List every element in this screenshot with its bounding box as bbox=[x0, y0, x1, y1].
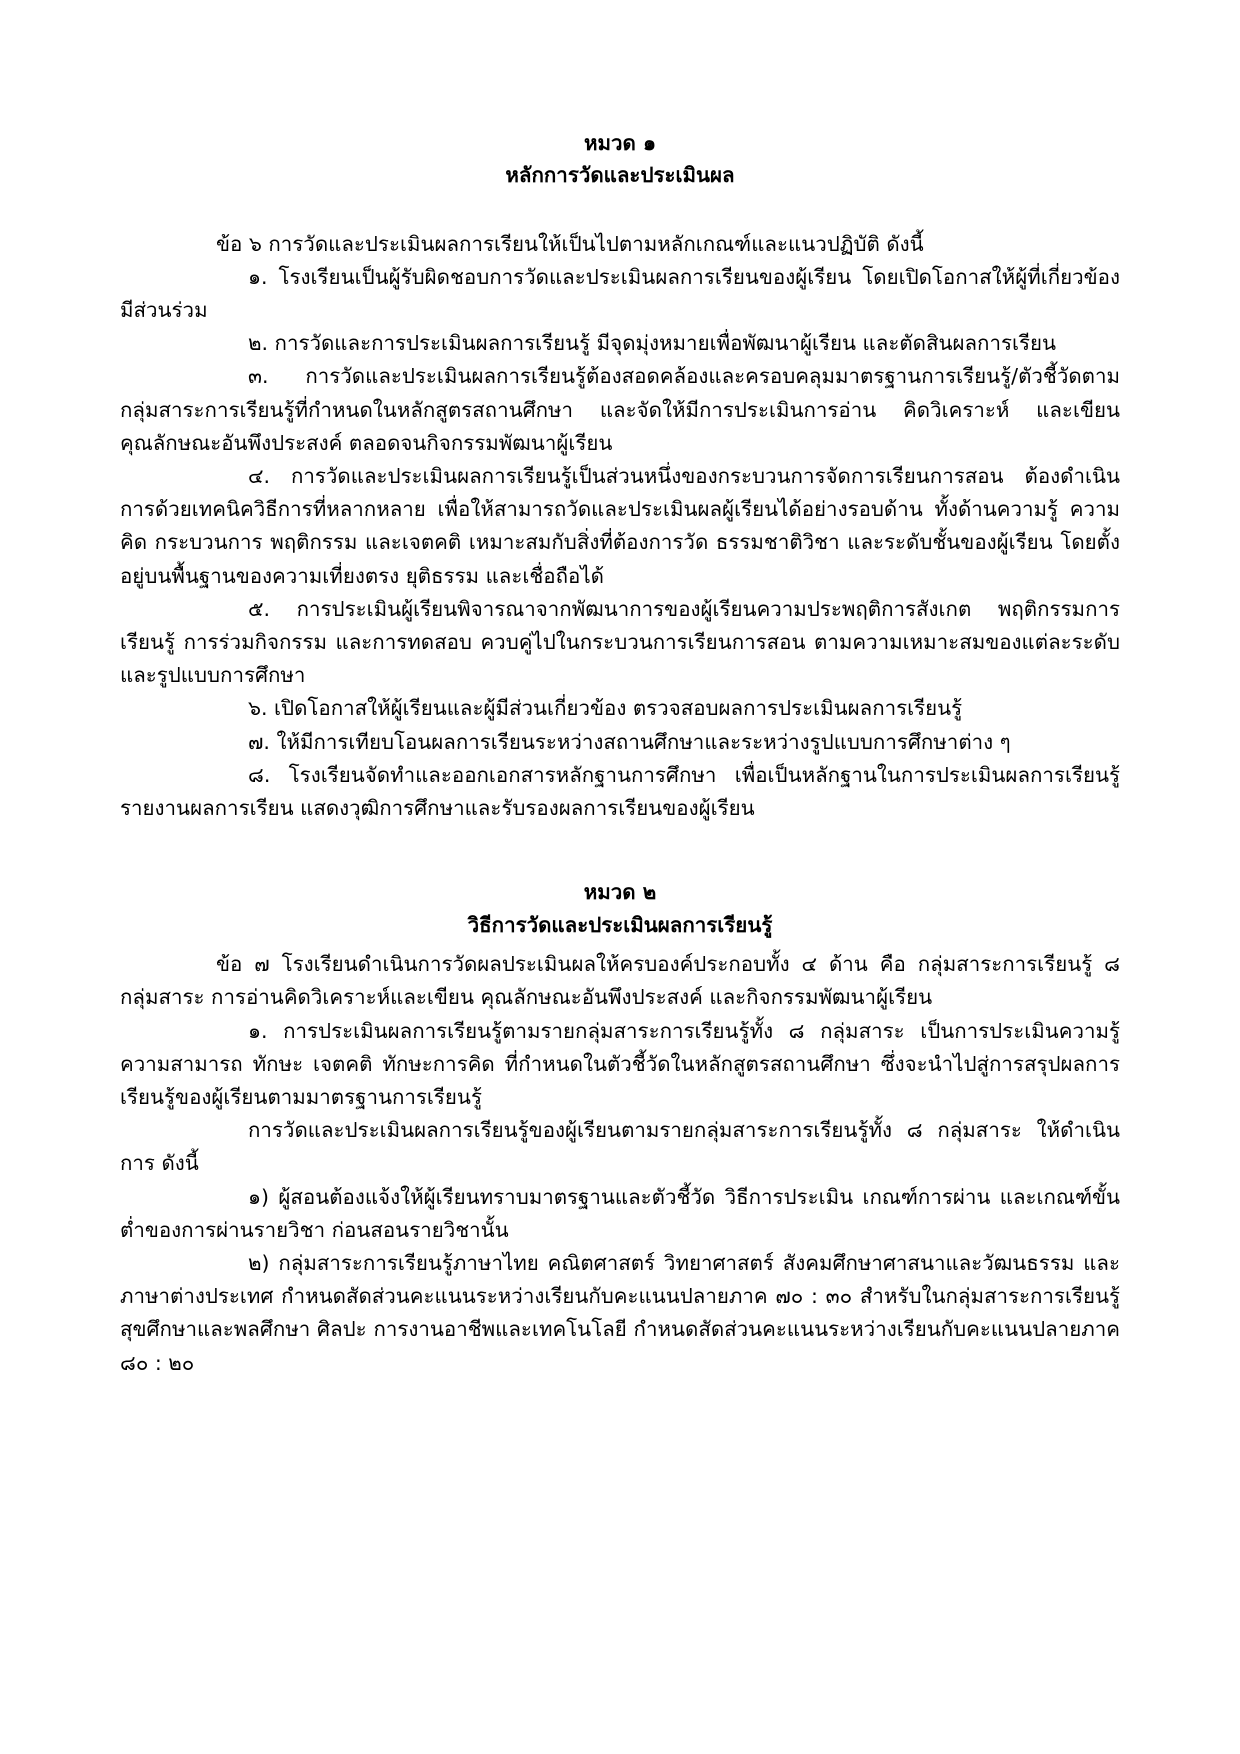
chapter2-title: วิธีการวัดและประเมินผลการเรียนรู้ bbox=[467, 912, 773, 937]
chapter1-heading bbox=[120, 128, 1120, 192]
chapter2-item-1-sub: การวัดและประเมินผลการเรียนรู้ของผู้เรียนตามรายกลุ่มสาระการเรียนรู้ทั้ง ๘ กลุ่มสาระ ให้ดำเนินการ ดังนี้ bbox=[120, 1118, 1120, 1176]
chapter2-subitem-2: ๒) กลุ่มสาระการเรียนรู้ภาษาไทย คณิตศาสตร์ วิทยาศาสตร์ สังคมศึกษาศาสนาและวัฒนธรรม และภาษาต่างประเทศ กำหนดสัดส่วนคะแนนระหว่างเรียนกับคะแนนปลายภาค ๗๐ : ๓๐ สำหรับในกลุ่มสาระการเรียนรู้ สุขศึกษาและพลศึกษา ศิลปะ การงานอาชีพและเทคโนโลยี กำหนดสัดส่วนคะแนนระหว่างเรียนกับคะแนนปลายภาค ๘๐ : ๒๐ bbox=[120, 1250, 1120, 1375]
chapter1-item-7: ๗. ให้มีการเทียบโอนผลการเรียนระหว่างสถานศึกษาและระหว่างรูปแบบการศึกษาต่าง ๆ bbox=[248, 729, 1011, 754]
chapter1-item-4: ๔. การวัดและประเมินผลการเรียนรู้เป็นส่วนหนึ่งของกระบวนการจัดการเรียนการสอน ต้องดำเนินการด้วยเทคนิควิธีการที่หลากหลาย เพื่อให้สามารถวัดและประเมินผลผู้เรียนได้อย่างรอบด้าน ทั้งด้านความรู้ ความคิด กระบวนการ พฤติกรรม และเจตคติ เหมาะสมกับสิ่งที่ต้องการวัด ธรรมชาติวิชา และระดับชั้นของผู้เรียน โดยตั้งอยู่บนพื้นฐานของความเที่ยงตรง ยุติธรรม และเชื่อถือได้ bbox=[120, 463, 1120, 588]
spacer bbox=[120, 825, 1120, 877]
chapter2-subitem-1: ๑) ผู้สอนต้องแจ้งให้ผู้เรียนทราบมาตรฐานและตัวชี้วัด วิธีการประเมิน เกณฑ์การผ่าน และเกณฑ์ขั้นต่ำของการผ่านรายวิชา ก่อนสอนรายวิชานั้น bbox=[120, 1184, 1120, 1242]
chapter2-heading bbox=[120, 877, 1120, 942]
chapter1-title: หลักการวัดและประเมินผล bbox=[505, 162, 735, 187]
document-body bbox=[120, 128, 1120, 1380]
chapter1-item-1: ๑. โรงเรียนเป็นผู้รับผิดชอบการวัดและประเมินผลการเรียนของผู้เรียน โดยเปิดโอกาสให้ผู้ที่เกี่ยวข้องมีส่วนร่วม bbox=[120, 264, 1120, 322]
chapter2-label: หมวด ๒ bbox=[583, 880, 657, 905]
chapter1-item-3: ๓. การวัดและประเมินผลการเรียนรู้ต้องสอดคล้องและครอบคลุมมาตรฐานการเรียนรู้/ตัวชี้วัดตามกลุ่มสาระการเรียนรู้ที่กำหนดในหลักสูตรสถานศึกษา และจัดให้มีการประเมินการอ่าน คิดวิเคราะห์ และเขียน คุณลักษณะอันพึงประสงค์ ตลอดจนกิจกรรมพัฒนาผู้เรียน bbox=[120, 364, 1120, 455]
chapter1-label: หมวด ๑ bbox=[583, 131, 656, 155]
chapter2-item-1: ๑. การประเมินผลการเรียนรู้ตามรายกลุ่มสาระการเรียนรู้ทั้ง ๘ กลุ่มสาระ เป็นการประเมินความรู้ ความสามารถ ทักษะ เจตคติ ทักษะการคิด ที่กำหนดในตัวชี้วัดในหลักสูตรสถานศึกษา ซึ่งจะนำไปสู่การสรุปผลการเรียนรู้ของผู้เรียนตามมาตรฐานการเรียนรู้ bbox=[120, 1018, 1120, 1109]
chapter1-item-2: ๒. การวัดและการประเมินผลการเรียนรู้ มีจุดมุ่งหมายเพื่อพัฒนาผู้เรียน และตัดสินผลการเรียน bbox=[248, 331, 1057, 356]
chapter2-intro: ข้อ ๗ โรงเรียนดำเนินการวัดผลประเมินผลให้ครบองค์ประกอบทั้ง ๔ ด้าน คือ กลุ่มสาระการเรียนรู้ ๘ กลุ่มสาระ การอ่านคิดวิเคราะห์และเขียน คุณลักษณะอันพึงประสงค์ และกิจกรรมพัฒนาผู้เรียน bbox=[120, 952, 1120, 1010]
chapter1-item-5: ๕. การประเมินผู้เรียนพิจารณาจากพัฒนาการของผู้เรียนความประพฤติการสังเกต พฤติกรรมการเรียนรู้ การร่วมกิจกรรม และการทดสอบ ควบคู่ไปในกระบวนการเรียนการสอน ตามความเหมาะสมของแต่ละระดับ และรูปแบบการศึกษา bbox=[120, 596, 1120, 688]
chapter1-item-8: ๘. โรงเรียนจัดทำและออกเอกสารหลักฐานการศึกษา เพื่อเป็นหลักฐานในการประเมินผลการเรียนรู้ รายงานผลการเรียน แสดงวุฒิการศึกษาและรับรองผลการเรียนของผู้เรียน bbox=[120, 762, 1120, 820]
chapter1-intro: ข้อ ๖ การวัดและประเมินผลการเรียนให้เป็นไปตามหลักเกณฑ์และแนวปฏิบัติ ดังนี้ bbox=[216, 231, 924, 256]
spacer bbox=[120, 198, 1120, 228]
chapter1-item-6: ๖. เปิดโอกาสให้ผู้เรียนและผู้มีส่วนเกี่ยวข้อง ตรวจสอบผลการประเมินผลการเรียนรู้ bbox=[248, 696, 963, 721]
